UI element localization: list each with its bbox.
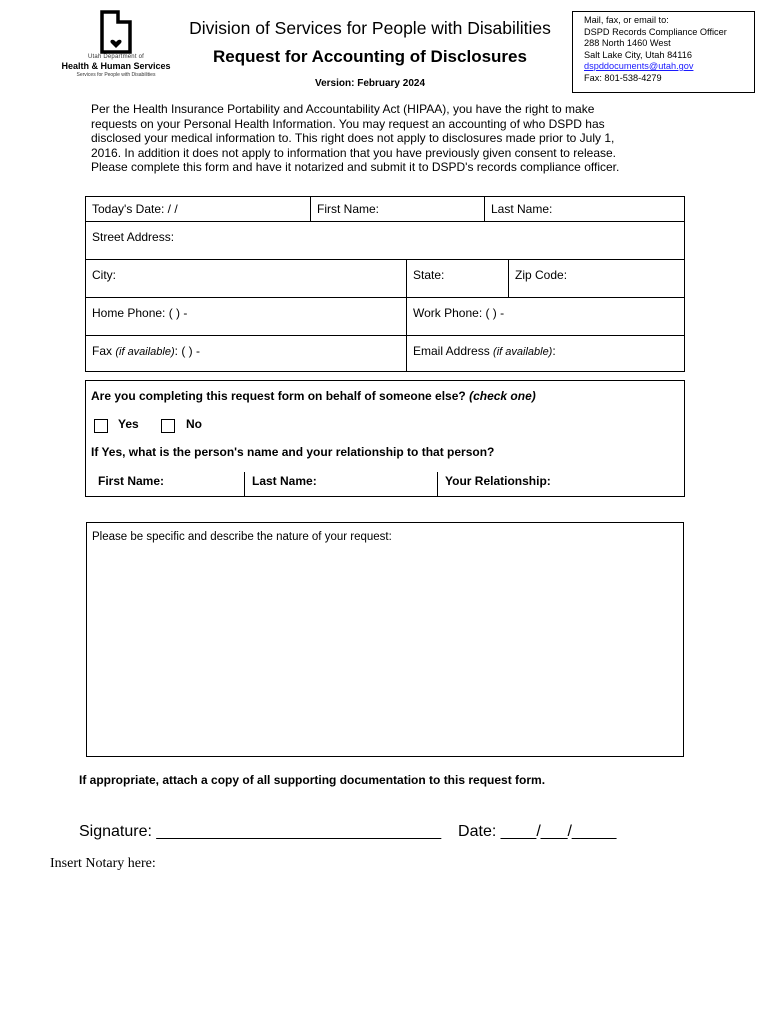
utah-state-icon bbox=[96, 10, 136, 54]
mailing-recipient: DSPD Records Compliance Officer bbox=[584, 26, 727, 37]
state-field[interactable]: State: bbox=[406, 260, 508, 297]
yes-checkbox[interactable] bbox=[94, 419, 108, 433]
fax-field[interactable] bbox=[86, 336, 406, 372]
email-label: Email Address bbox=[413, 344, 494, 358]
table-row bbox=[86, 260, 684, 298]
contact-info-table bbox=[85, 196, 685, 372]
home-phone-field[interactable]: Home Phone: ( ) - bbox=[92, 306, 188, 320]
form-title: Request for Accounting of Disclosures bbox=[213, 47, 527, 66]
date-line[interactable]: Date: ____/___/_____ bbox=[458, 823, 617, 840]
relationship-question: If Yes, what is the person's name and your relationship to that person? bbox=[91, 445, 495, 459]
logo-line1: Utah Department of bbox=[88, 54, 144, 60]
city-field[interactable]: City: bbox=[92, 268, 116, 282]
email-optional-note: (if available) bbox=[493, 346, 553, 358]
mailing-fax: Fax: 801-538-4279 bbox=[584, 72, 662, 83]
other-last-name-field[interactable]: Last Name: bbox=[244, 472, 437, 497]
no-checkbox[interactable] bbox=[161, 419, 175, 433]
form-version: Version: February 2024 bbox=[314, 78, 426, 89]
work-phone-field[interactable]: Work Phone: ( ) - bbox=[406, 298, 684, 335]
signature-line[interactable]: Signature: ________________________________ bbox=[79, 823, 442, 840]
mailing-email-link[interactable]: dspddocuments@utah.gov bbox=[584, 61, 694, 71]
table-row bbox=[86, 222, 684, 260]
division-name: Division of Services for People with Disabilities bbox=[189, 18, 551, 38]
street-address-field[interactable]: Street Address: bbox=[92, 230, 175, 244]
fax-optional-note: (if available) bbox=[115, 346, 175, 358]
first-name-field[interactable]: First Name: bbox=[310, 197, 484, 221]
signature-date-line bbox=[79, 823, 616, 841]
table-row bbox=[86, 336, 684, 372]
hhs-logo bbox=[58, 10, 174, 92]
table-row bbox=[86, 298, 684, 336]
on-behalf-question bbox=[91, 389, 536, 403]
yes-label: Yes bbox=[118, 417, 139, 431]
request-description-field[interactable] bbox=[86, 522, 684, 757]
logo-line2: Health & Human Services bbox=[61, 61, 171, 71]
email-colon: : bbox=[552, 344, 556, 358]
zip-code-field[interactable]: Zip Code: bbox=[508, 260, 684, 297]
mailing-street: 288 North 1460 West bbox=[584, 38, 671, 48]
logo-line3: Services for People with Disabilities bbox=[76, 72, 156, 78]
relationship-row bbox=[86, 472, 684, 497]
fax-format: : ( ) - bbox=[174, 344, 200, 358]
todays-date-field[interactable]: Today's Date: / / bbox=[92, 202, 178, 216]
mailing-info-box bbox=[572, 11, 755, 93]
last-name-field[interactable]: Last Name: bbox=[484, 197, 684, 221]
attach-note: If appropriate, attach a copy of all supporting documentation to this request form. bbox=[79, 773, 546, 787]
intro-paragraph: Per the Health Insurance Portability and Accountability Act (HIPAA), you have the right to make requests on your Personal Health Information. You may request an accounting of who DSPD has disclosed your medical information to. This right does not apply to disclosures made prior to July 1, 2016. In addition it does not apply to information that you have previously given consent to release. Please complete this form and have it notarized and submit it to DSPD's records compliance officer. bbox=[91, 102, 620, 175]
table-row bbox=[86, 197, 684, 222]
notary-placeholder: Insert Notary here: bbox=[50, 856, 156, 871]
on-behalf-question-text: Are you completing this request form on behalf of someone else? bbox=[91, 389, 466, 403]
relationship-field[interactable]: Your Relationship: bbox=[437, 472, 684, 497]
check-one-note: (check one) bbox=[469, 389, 536, 403]
email-field[interactable] bbox=[406, 336, 684, 372]
fax-label: Fax bbox=[92, 344, 116, 358]
no-label: No bbox=[186, 417, 202, 431]
on-behalf-section bbox=[85, 380, 685, 497]
request-prompt: Please be specific and describe the nature of your request: bbox=[92, 531, 392, 543]
mailing-city: Salt Lake City, Utah 84116 bbox=[584, 49, 692, 60]
other-first-name-field[interactable]: First Name: bbox=[98, 474, 165, 488]
mailing-heading: Mail, fax, or email to: bbox=[584, 15, 669, 25]
